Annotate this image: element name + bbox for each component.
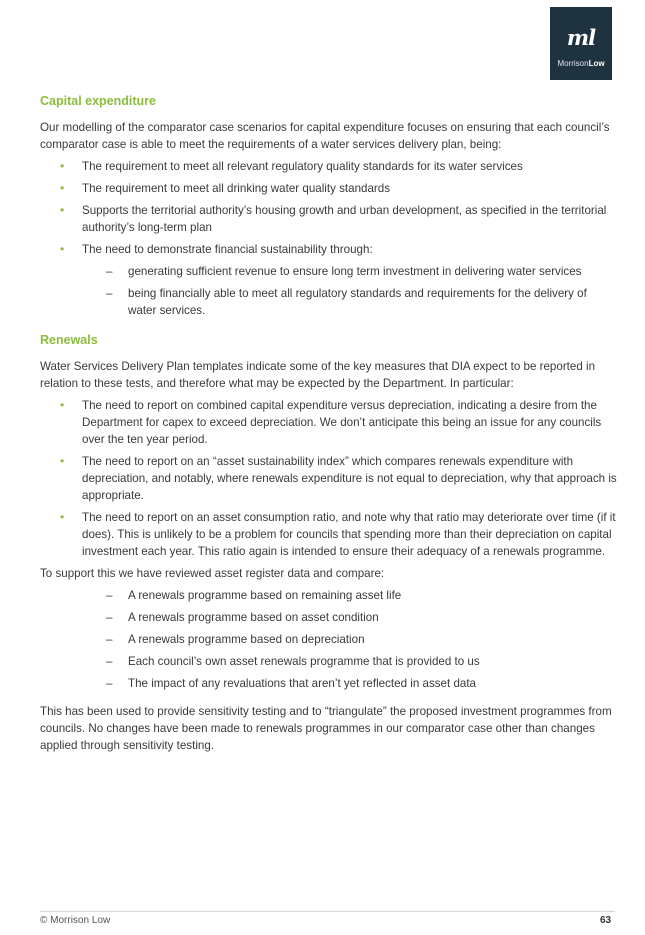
list-item: • The need to report on combined capital expenditure versus depreciation, indicating a desire from the Department for capex to exceed depreciation. We don’t anticipate this being an issue for any councils over the ten year period. — [40, 397, 618, 448]
logo-word-a: Morrison — [557, 59, 589, 68]
logo-wordmark — [550, 59, 612, 69]
morrison-low-logo — [550, 7, 612, 80]
renewals-programme-list — [40, 587, 618, 692]
support-text: To support this we have reviewed asset register data and compare: — [40, 567, 385, 580]
footer-copyright: © Morrison Low — [40, 915, 111, 926]
renewals-intro: Water Services Delivery Plan templates indicate some of the key measures that DIA expect to be reported in relation to these tests, and therefore what may be expected by the Department. In particular: — [40, 360, 596, 390]
capital-expenditure-intro: Our modelling of the comparator case scenarios for capital expenditure focuses on ensuring that each council’s comparator case is able to meet the requirements of a water services delivery plan, being: — [40, 121, 610, 151]
capital-expenditure-list — [40, 158, 618, 258]
sub-list-item: – generating sufficient revenue to ensure long term investment in delivering water services — [40, 263, 618, 280]
sub-list-item: – Each council’s own asset renewals programme that is provided to us — [40, 653, 618, 670]
list-item: • The need to report on an asset consumption ratio, and note why that ratio may deteriorate over time (if it does). This is unlikely to be a problem for councils that spending more than their depreciation on capital investment each year. This ratio again is intended to ensure their adequacy of a renewals programme. — [40, 509, 618, 560]
sub-list-item: – A renewals programme based on depreciation — [40, 631, 618, 648]
page-number: 63 — [600, 915, 612, 926]
renewals-heading: Renewals — [40, 333, 98, 347]
footer-divider — [40, 911, 615, 912]
financial-sustainability-sublist — [40, 263, 618, 319]
logo-mark: ml — [566, 25, 596, 50]
page-content — [40, 93, 618, 754]
list-item: • The need to demonstrate financial sustainability through: — [40, 241, 618, 258]
logo-word-b: Low — [588, 59, 605, 68]
sub-list-item: – The impact of any revaluations that aren’t yet reflected in asset data — [40, 675, 618, 692]
list-item: • The requirement to meet all relevant regulatory quality standards for its water services — [40, 158, 618, 175]
capital-expenditure-heading: Capital expenditure — [40, 94, 156, 108]
sub-list-item: – A renewals programme based on asset condition — [40, 609, 618, 626]
list-item: • Supports the territorial authority’s housing growth and urban development, as specified in the territorial authority’s long-term plan — [40, 202, 618, 236]
list-item: • The need to report on an “asset sustainability index” which compares renewals expenditure with depreciation, and notably, where renewals expenditure is not equal to depreciation, why that approach is appropriate. — [40, 453, 618, 504]
list-item: • The requirement to meet all drinking water quality standards — [40, 180, 618, 197]
renewals-list — [40, 397, 618, 560]
sub-list-item: – being financially able to meet all regulatory standards and requirements for the delivery of water services. — [40, 285, 618, 319]
closing-paragraph: This has been used to provide sensitivity testing and to “triangulate” the proposed investment programmes from councils. No changes have been made to renewals programmes in our comparator case other than changes applied through sensitivity testing. — [40, 705, 612, 752]
sub-list-item: – A renewals programme based on remaining asset life — [40, 587, 618, 604]
